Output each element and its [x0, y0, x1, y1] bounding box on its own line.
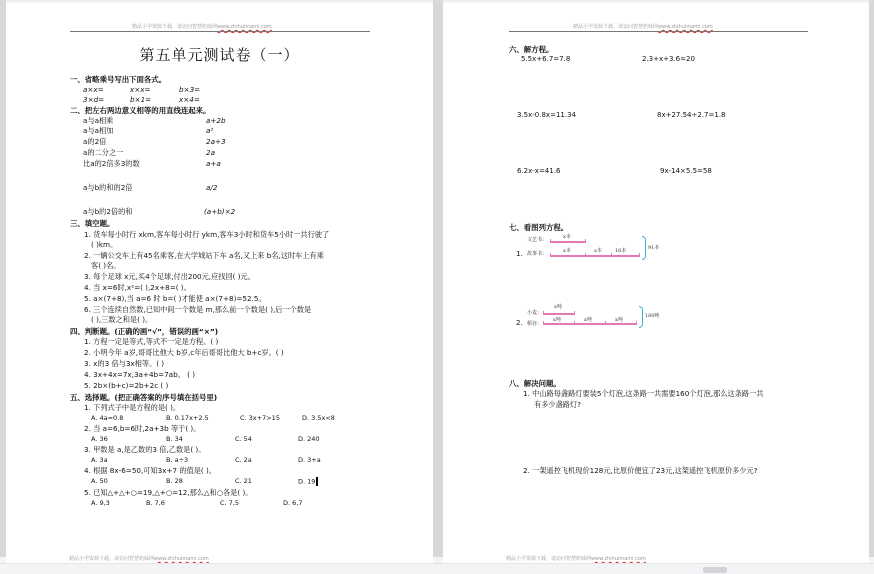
page-top-shadow [6, 0, 433, 4]
scrollbar-thumb[interactable] [703, 567, 727, 573]
choice-option: B. 34 [166, 435, 183, 443]
choice-option: B. a÷3 [166, 456, 189, 464]
row-label: 稻谷： [527, 321, 543, 327]
fill-item: 客( )名。 [91, 261, 121, 270]
equation: 8x+27.54÷2.7=1.8 [657, 111, 726, 119]
segment-tick [639, 253, 640, 257]
section-5-heading: 五、选择题。(把正确答案的序号填在括号里) [70, 393, 218, 402]
horizontal-scrollbar[interactable] [0, 563, 874, 574]
match-right: 2a [206, 148, 215, 157]
segment-tick [550, 239, 551, 243]
segment-tick [543, 311, 544, 315]
match-right: (a+b)×2 [204, 207, 236, 216]
section-8-heading: 八、解决问题。 [509, 379, 561, 388]
choice-option: A. 50 [91, 477, 108, 485]
choice-question: 5. 已知△+△+○=19,△+○=12,那么△和○各是( )。 [84, 488, 253, 497]
match-left: 比a的2倍多3的数 [83, 159, 140, 168]
segment-line [543, 323, 637, 325]
choice-option: B. 7,6 [146, 499, 165, 507]
match-left: a的2倍 [83, 137, 107, 146]
match-right: a/2 [206, 183, 218, 192]
fill-item: 6. 三个连续自然数,已知中间一个数是 m,那么前一个数是( ),后一个数是 [84, 305, 312, 314]
equation: 2.3+x+3.6=20 [642, 55, 695, 63]
page-top-shadow [443, 0, 869, 4]
section-6-heading: 六、解方程。 [509, 45, 554, 54]
segment-label: x本 [563, 234, 571, 240]
match-left: a与b的2倍的和 [83, 207, 133, 216]
choice-question: 2. 当 a=6,b=6时,2a+3b 等于( )。 [84, 424, 201, 433]
footer-url: www.zhihuimami.com [154, 556, 209, 562]
total-brace [642, 236, 646, 260]
choice-option-with-cursor [298, 477, 318, 487]
choice-question: 1. 下列式子中是方程的是( )。 [84, 403, 181, 412]
fill-item: 1. 货车每小时行 xkm,客车每小时行 ykm,客车3小时和货车5小时一共行驶了 [84, 230, 330, 239]
segment-label: 16本 [615, 248, 627, 254]
segment-tick [611, 253, 612, 257]
segment-label: x本 [594, 248, 602, 254]
word-problem: 1. 中山路每盏路灯要装5个灯泡,这条路一共需要160个灯泡,那么这条路一共 [523, 389, 764, 398]
segment-tick [636, 321, 637, 325]
right-gutter [869, 0, 874, 557]
judge-item: 5. 2b×(b+c)=2b+2c ( ) [84, 381, 169, 390]
match-right: a+a [206, 159, 221, 168]
fill-item: 2. 一辆公交车上有45名乘客,在大学城站下车 a名,又上来 b名,这时车上有乘 [84, 251, 324, 260]
header-text: 精品小学资源下载，请访问智慧奶味网 [132, 24, 218, 30]
total-label: 91本 [648, 245, 660, 251]
equation: 5.5x+6.7=7.8 [521, 55, 571, 63]
row-label: 文艺书： [527, 237, 548, 243]
text-cursor [316, 477, 318, 486]
choice-option: C. 2a [235, 456, 252, 464]
footer-text: 精品小学资源下载，请访问智慧奶味网 [69, 556, 155, 562]
page-2 [443, 0, 869, 566]
match-right: a² [206, 126, 214, 135]
page-footer [69, 555, 209, 562]
match-left: a的二分之一 [83, 148, 124, 157]
header-text: 精品小学资源下载，请访问智慧奶味网 [573, 24, 659, 30]
choice-option: D. 6,7 [283, 499, 303, 507]
page-title: 第五单元测试卷（一） [139, 46, 300, 64]
row-label: 故事书： [527, 251, 548, 257]
choice-option: C. 3x+7>15 [240, 414, 280, 422]
choice-option: D. 3+a [298, 456, 321, 464]
choice-option: D. 19 [298, 477, 316, 486]
item-number: 1. [516, 250, 523, 258]
section-4-heading: 四、判断题。(正确的画“√”，错误的画“×”) [70, 327, 219, 336]
choice-option: C. 54 [235, 435, 252, 443]
judge-item: 4. 3x+4x=7x,3a+4b=7ab。 ( ) [84, 370, 196, 379]
choice-option: D. 3.5x<8 [302, 414, 335, 422]
page-1 [6, 0, 433, 566]
segment-tick [605, 321, 606, 325]
choice-option: D. 240 [298, 435, 320, 443]
choice-option: B. 28 [166, 477, 183, 485]
item-number: 2. [516, 319, 523, 327]
match-left: a与a相乘 [83, 116, 114, 125]
page-footer [506, 555, 646, 562]
segment-line [543, 313, 575, 315]
match-left: a与a相加 [83, 126, 114, 135]
footer-url: www.zhihuimami.com [591, 556, 646, 562]
judge-item: 1. 方程一定是等式,等式不一定是方程。( ) [84, 337, 219, 346]
word-problem: 有多少盏路灯? [534, 400, 581, 409]
header-url: www.zhihuimami.com [217, 24, 272, 30]
expr-item: 3×d= [83, 95, 105, 104]
segment-label: x本 [563, 248, 571, 254]
judge-item: 3. x的3 倍与3x相等。( ) [84, 359, 165, 368]
segment-line [550, 241, 586, 243]
section-3-heading: 三、填空题。 [70, 219, 115, 228]
total-label: 180吨 [645, 313, 660, 319]
expr-item: b×1= [130, 95, 152, 104]
choice-question: 4. 根据 8x-6=50,可知3x+7 的值是( )。 [84, 466, 216, 475]
section-1-heading: 一、省略乘号写出下面各式。 [70, 75, 167, 84]
total-brace [639, 306, 643, 328]
footer-text: 精品小学资源下载，请访问智慧奶味网 [506, 556, 592, 562]
row-label: 小麦： [527, 310, 543, 316]
segment-tick [574, 311, 575, 315]
section-2-heading: 二、把左右两边意义相等的用直线连起来。 [70, 106, 211, 115]
segment-line [550, 255, 640, 257]
fill-item: ( ),三数之和是( )。 [91, 315, 153, 324]
segment-label: x吨 [584, 317, 592, 323]
page-header [573, 23, 713, 30]
choice-option: A. 3a [91, 456, 108, 464]
header-url: www.zhihuimami.com [658, 24, 713, 30]
expr-item: x×x= [130, 85, 151, 94]
segment-label: x吨 [553, 317, 561, 323]
header-rule [509, 31, 808, 32]
fill-item: 5. a×(7+8),当 a=6 时 b=( )才能使 a×(7+8)=52.5。 [84, 294, 266, 303]
page-header [132, 23, 272, 30]
match-right: a+2b [206, 116, 226, 125]
segment-label: x吨 [554, 304, 562, 310]
choice-option: C. 7,5 [220, 499, 240, 507]
expr-item: b×3= [179, 85, 201, 94]
segment-tick [585, 253, 586, 257]
choice-option: A. 4a=0.8 [91, 414, 124, 422]
segment-label: x吨 [615, 317, 623, 323]
match-right: 2a+3 [206, 137, 226, 146]
choice-option: A. 36 [91, 435, 108, 443]
choice-option: B. 0.17x+2.5 [166, 414, 209, 422]
fill-item: 3. 每个足球 x元,买4个足球,付出200元,应找回( )元。 [84, 272, 255, 281]
equation: 3.5x-0.8x=11.34 [517, 111, 576, 119]
fill-item: ( )km。 [91, 240, 118, 249]
word-problem: 2. 一架遥控飞机现价128元,比原价便宜了23元,这架遥控飞机原价多少元? [523, 466, 758, 475]
match-left: a与b的和的2倍 [83, 183, 133, 192]
choice-option: A. 9,3 [91, 499, 110, 507]
judge-item: 2. 小明今年 a岁,哥哥比他大 b岁,c年后哥哥比他大 b+c岁。( ) [84, 348, 284, 357]
fill-item: 4. 当 x=6时,x²=( ),2x+8=( )。 [84, 283, 191, 292]
segment-tick [543, 321, 544, 325]
equation: 9x-14×5.5=58 [660, 167, 712, 175]
section-7-heading: 七、看图列方程。 [509, 223, 569, 232]
equation: 6.2x-x=41.6 [517, 167, 561, 175]
segment-tick [574, 321, 575, 325]
expr-item: a×x= [83, 85, 104, 94]
segment-tick [550, 253, 551, 257]
header-rule [70, 31, 370, 32]
segment-tick [585, 239, 586, 243]
choice-question: 3. 甲数是 a,是乙数的3 倍,乙数是( )。 [84, 445, 206, 454]
expr-item: x×4= [179, 95, 200, 104]
page-separator [433, 0, 443, 557]
choice-option: C. 21 [235, 477, 252, 485]
